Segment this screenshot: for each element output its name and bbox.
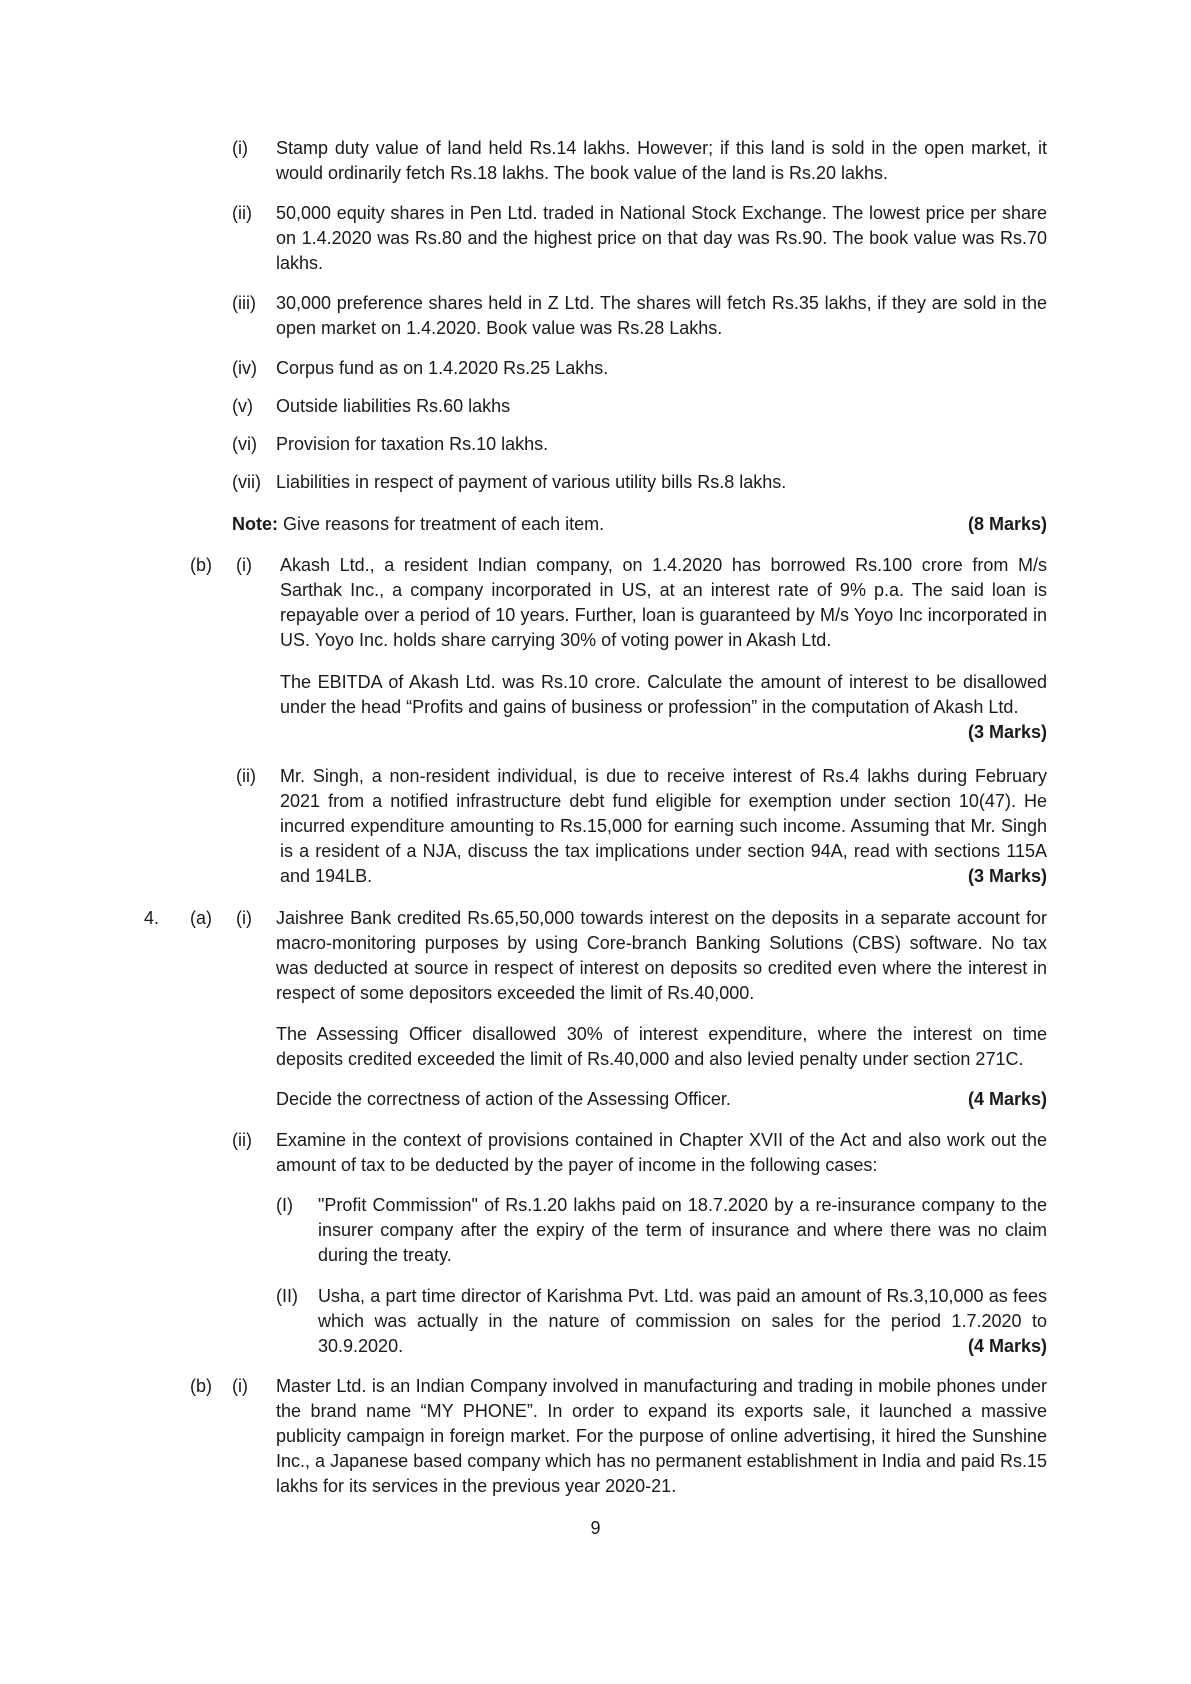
q3b-i-para1: Akash Ltd., a resident Indian company, on 1.4.2020 has borrowed Rs.100 crore from M/s Sarthak Inc., a company incorporated in US, at an interest rate of 9% p.a. The said loan is repayable over a period of 10 years. Further, loan is guaranteed by M/s Yoyo Inc incorporated in US. Yoyo Inc. holds share carrying 30% of voting power in Akash Ltd. [280, 555, 1047, 650]
q4a-ii-text: Examine in the context of provisions contained in Chapter XVII of the Act and also work out the amount of tax to be deducted by the payer of income in the following cases: [276, 1130, 1047, 1175]
q3b-ii-label: (ii) [236, 766, 256, 786]
item-v-text: Outside liabilities Rs.60 lakhs [276, 396, 511, 416]
item-iii-label: (iii) [232, 293, 256, 313]
q4a-ii-label: (ii) [232, 1130, 252, 1150]
q3b-label: (b) [190, 555, 212, 575]
item-vii-text: Liabilities in respect of payment of various utility bills Rs.8 lakhs. [276, 472, 787, 492]
item-vii-label: (vii) [232, 472, 261, 492]
q3b-i-marks: (3 Marks) [967, 722, 1047, 742]
item-vi-text: Provision for taxation Rs.10 lakhs. [276, 434, 549, 454]
item-v-label: (v) [232, 396, 253, 416]
q3b-ii-marks: (3 Marks) [967, 866, 1047, 886]
q3b-ii-text: Mr. Singh, a non-resident individual, is due to receive interest of Rs.4 lakhs during February 2021 from a notified infrastructure debt fund eligible for exemption under section 10(47). He incurred expenditure amounting to Rs.15,000 for earning such income. Assuming that Mr. Singh is a resident of a NJA, discuss the tax implications under section 94A, read with sections 115A and 194LB. [280, 766, 1047, 886]
item-iv-text: Corpus fund as on 1.4.2020 Rs.25 Lakhs. [276, 358, 609, 378]
item-iii-text: 30,000 preference shares held in Z Ltd. The shares will fetch Rs.35 lakhs, if they are sold in the open market on 1.4.2020. Book value was Rs.28 Lakhs. [276, 293, 1047, 338]
q4a-i-para2: The Assessing Officer disallowed 30% of interest expenditure, where the interest on time deposits credited exceeded the limit of Rs.40,000 and also levied penalty under section 271C. [276, 1024, 1047, 1069]
q4a-i-label: (i) [236, 908, 252, 928]
q4b-i-label: (i) [232, 1376, 248, 1396]
q4b-i-text: Master Ltd. is an Indian Company involved in manufacturing and trading in mobile phones under the brand name “MY PHONE”. In order to expand its exports sale, it launched a massive publicity campaign in foreign market. For the purpose of online advertising, it hired the Sunshine Inc., a Japanese based company which has no permanent establishment in India and paid Rs.15 lakhs for its services in the previous year 2020-21. [276, 1376, 1047, 1496]
q3b-i-para2 [280, 670, 1047, 745]
q3b-i-para2-text: The EBITDA of Akash Ltd. was Rs.10 crore. Calculate the amount of interest to be disallowed under the head “Profits and gains of business or profession” in the computation of Akash Ltd. [280, 672, 1047, 717]
q4a-i-para3 [276, 1087, 1047, 1112]
q4a-ii-II-para [318, 1284, 1047, 1359]
q3b-ii-para [280, 764, 1047, 889]
item-iv-label: (iv) [232, 358, 257, 378]
item-i-label: (i) [232, 138, 248, 158]
item-ii-label: (ii) [232, 203, 252, 223]
q4-number: 4. [144, 908, 160, 928]
q4a-i-para1: Jaishree Bank credited Rs.65,50,000 towards interest on the deposits in a separate account for macro-monitoring purposes by using Core-branch Banking Solutions (CBS) software. No tax was deducted at source in respect of interest on deposits so credited even where the interest in respect of some depositors exceeded the limit of Rs.40,000. [276, 908, 1047, 1003]
q4a-ii-II-label: (II) [276, 1286, 298, 1306]
note-label: Note: [232, 514, 278, 534]
item-vi-label: (vi) [232, 434, 257, 454]
q4a-label: (a) [190, 908, 212, 928]
item-ii-text: 50,000 equity shares in Pen Ltd. traded in National Stock Exchange. The lowest price per share on 1.4.2020 was Rs.80 and the highest price on that day was Rs.90. The book value was Rs.70 lakhs. [276, 203, 1047, 273]
q4a-i-para3-text: Decide the correctness of action of the Assessing Officer. [276, 1089, 731, 1109]
q4a-ii-I-label: (I) [276, 1195, 293, 1215]
q4a-ii-II-text: Usha, a part time director of Karishma Pvt. Ltd. was paid an amount of Rs.3,10,000 as fees which was actually in the nature of commission on sales for the period 1.7.2020 to 30.9.2020. [318, 1286, 1047, 1356]
q4b-label: (b) [190, 1376, 212, 1396]
q4a-ii-II-marks: (4 Marks) [967, 1336, 1047, 1356]
q4a-ii-I-text: "Profit Commission" of Rs.1.20 lakhs paid on 18.7.2020 by a re-insurance company to the insurer company after the expiry of the term of insurance and where there was no claim during the treaty. [318, 1195, 1047, 1265]
note-text: Give reasons for treatment of each item. [283, 514, 605, 534]
q4a-i-marks: (4 Marks) [967, 1089, 1047, 1109]
page-number: 9 [590, 1518, 601, 1538]
item-i-text: Stamp duty value of land held Rs.14 lakhs. However; if this land is sold in the open market, it would ordinarily fetch Rs.18 lakhs. The book value of the land is Rs.20 lakhs. [276, 138, 1047, 183]
q3b-i-label: (i) [236, 555, 252, 575]
note-line [232, 512, 1047, 537]
note-marks: (8 Marks) [967, 514, 1047, 534]
